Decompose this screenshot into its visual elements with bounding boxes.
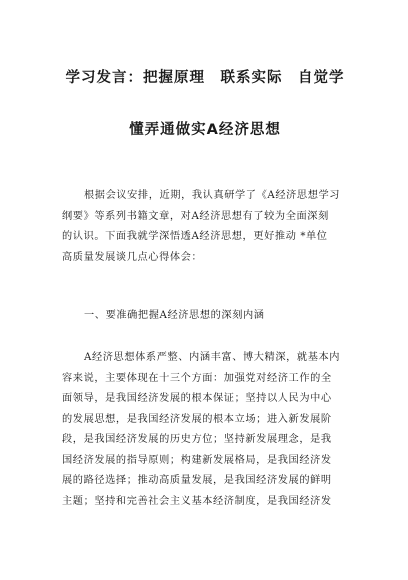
paragraph-line: 展的路径选择；推动高质量发展，是我国经济发展的鲜明 [62,475,332,486]
section-heading: 一、要准确把握A经济思想的深刻内涵 [84,310,265,321]
paragraph-line: 主题；坚持和完善社会主义基本经济制度，是我国经济发 [62,495,332,507]
paragraph-line: 段，是我国经济发展的历史方位；坚持新发展理念，是我 [62,434,332,445]
body-paragraph [62,348,352,512]
paragraph-line: 面领导，是我国经济发展的根本保证；坚持以人民为中心 [62,393,332,404]
paragraph-line: A经济思想体系严整、内涵丰富、博大精深，就基本内 [84,352,341,363]
paragraph-line: 纲要》等系列书籍文章，对A经济思想有了较为全面深刻 [62,210,329,222]
paragraph-line: 国经济发展的指导原则；构建新发展格局，是我国经济发 [62,454,332,466]
document-title-line-2: 懂弄通做实A经济思想 [129,122,281,138]
intro-paragraph [62,186,352,268]
paragraph-line: 高质量发展谈几点心得体会： [62,251,203,263]
paragraph-line: 根据会议安排，近期，我认真研学了《A经济思想学习 [84,190,341,201]
document-title-line-1: 学习发言：把握原理 联系实际 自觉学 [65,70,345,86]
paragraph-line: 的认识。下面我就学深悟透A经济思想，更好推动 *单位 [62,231,328,242]
paragraph-line: 的发展思想，是我国经济发展的根本立场；进入新发展阶 [62,413,332,425]
paragraph-line: 容来说，主要体现在十三个方面：加强党对经济工作的全 [62,372,332,384]
